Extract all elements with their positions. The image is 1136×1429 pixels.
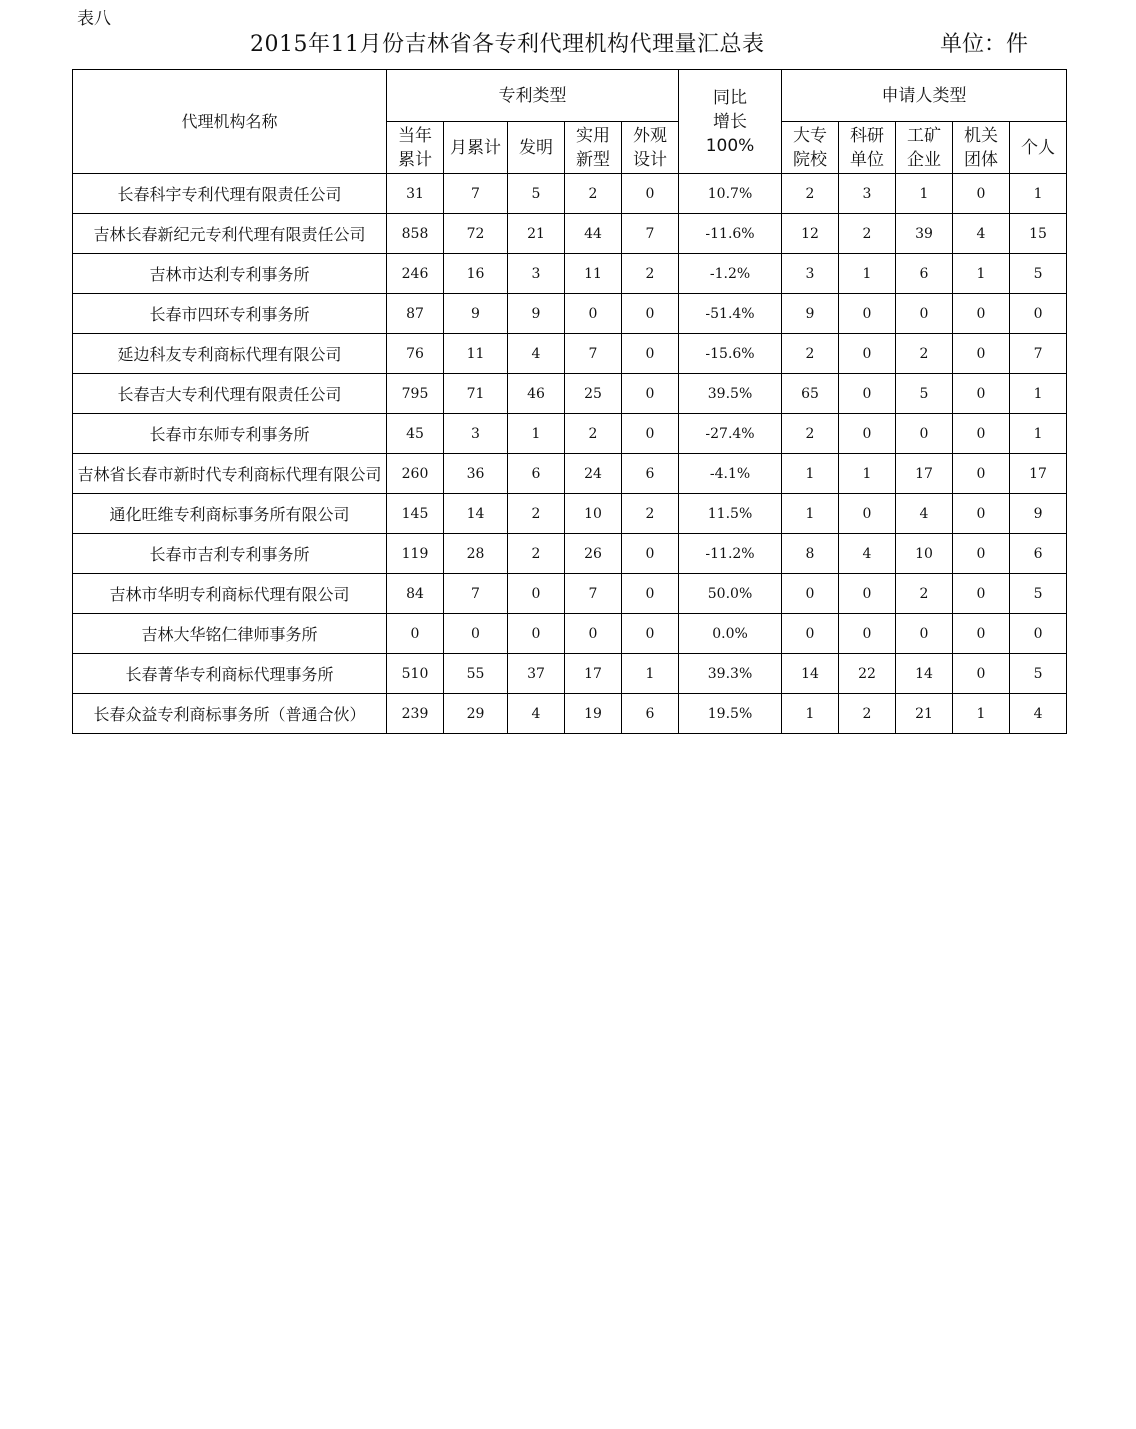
agency-name-cell: 长春众益专利商标事务所（普通合伙） [73,694,387,734]
header-yoy: 同比 增长 100% [679,70,782,174]
agency-name-cell: 长春菁华专利商标代理事务所 [73,654,387,694]
cell-industry: 17 [896,454,953,494]
cell-research: 2 [839,694,896,734]
cell-utility: 2 [565,174,622,214]
cell-month: 7 [444,174,508,214]
cell-industry: 0 [896,614,953,654]
cell-utility: 44 [565,214,622,254]
agency-name-cell: 长春市吉利专利事务所 [73,534,387,574]
cell-research: 0 [839,494,896,534]
cell-industry: 4 [896,494,953,534]
cell-yoy: -51.4% [679,294,782,334]
cell-design: 0 [622,374,679,414]
cell-industry: 0 [896,294,953,334]
cell-invention: 2 [508,534,565,574]
cell-year: 858 [387,214,444,254]
cell-research: 0 [839,414,896,454]
cell-research: 0 [839,334,896,374]
table-row [73,574,1067,614]
cell-college: 0 [782,574,839,614]
cell-month: 7 [444,574,508,614]
cell-research: 0 [839,374,896,414]
cell-month: 11 [444,334,508,374]
cell-month: 55 [444,654,508,694]
header-individual: 个人 [1010,122,1067,174]
header-design: 外观 设计 [622,122,679,174]
table-row [73,174,1067,214]
cell-org: 0 [953,534,1010,574]
cell-org: 0 [953,574,1010,614]
header-industry: 工矿 企业 [896,122,953,174]
cell-research: 22 [839,654,896,694]
cell-college: 1 [782,694,839,734]
cell-industry: 0 [896,414,953,454]
table-row [73,694,1067,734]
cell-yoy: 19.5% [679,694,782,734]
cell-personal: 1 [1010,414,1067,454]
table-row [73,254,1067,294]
cell-personal: 0 [1010,294,1067,334]
cell-yoy: 39.3% [679,654,782,694]
cell-org: 0 [953,654,1010,694]
cell-personal: 1 [1010,374,1067,414]
cell-yoy: -15.6% [679,334,782,374]
agency-summary-table [72,69,1067,734]
cell-utility: 7 [565,574,622,614]
table-row [73,654,1067,694]
table-row [73,534,1067,574]
table-row [73,414,1067,454]
cell-yoy: 0.0% [679,614,782,654]
header-invention: 发明 [508,122,565,174]
cell-yoy: -11.2% [679,534,782,574]
cell-utility: 26 [565,534,622,574]
cell-personal: 15 [1010,214,1067,254]
cell-year: 145 [387,494,444,534]
table-row [73,374,1067,414]
cell-org: 0 [953,414,1010,454]
cell-invention: 9 [508,294,565,334]
cell-invention: 0 [508,614,565,654]
header-year-cumulative: 当年 累计 [387,122,444,174]
header-patent-type: 专利类型 [387,70,679,122]
page-title: 2015年11月份吉林省各专利代理机构代理量汇总表 [250,32,765,57]
cell-industry: 14 [896,654,953,694]
cell-org: 4 [953,214,1010,254]
cell-personal: 5 [1010,254,1067,294]
table-row [73,494,1067,534]
cell-yoy: -27.4% [679,414,782,454]
cell-research: 2 [839,214,896,254]
header-government-org: 机关 团体 [953,122,1010,174]
cell-invention: 2 [508,494,565,534]
cell-year: 87 [387,294,444,334]
cell-utility: 25 [565,374,622,414]
cell-college: 0 [782,614,839,654]
cell-yoy: 11.5% [679,494,782,534]
cell-utility: 19 [565,694,622,734]
cell-personal: 7 [1010,334,1067,374]
cell-utility: 24 [565,454,622,494]
agency-name-cell: 吉林市华明专利商标代理有限公司 [73,574,387,614]
cell-personal: 4 [1010,694,1067,734]
cell-design: 0 [622,534,679,574]
cell-industry: 5 [896,374,953,414]
cell-industry: 39 [896,214,953,254]
cell-design: 6 [622,454,679,494]
cell-invention: 3 [508,254,565,294]
cell-org: 0 [953,374,1010,414]
cell-design: 0 [622,414,679,454]
cell-personal: 0 [1010,614,1067,654]
cell-invention: 46 [508,374,565,414]
cell-research: 4 [839,534,896,574]
unit-label: 单位：件 [940,32,1029,57]
agency-name-cell: 长春市东师专利事务所 [73,414,387,454]
agency-name-cell: 长春科宇专利代理有限责任公司 [73,174,387,214]
cell-industry: 10 [896,534,953,574]
cell-invention: 5 [508,174,565,214]
cell-college: 65 [782,374,839,414]
cell-yoy: -11.6% [679,214,782,254]
cell-research: 0 [839,294,896,334]
cell-industry: 6 [896,254,953,294]
cell-research: 0 [839,614,896,654]
cell-design: 1 [622,654,679,694]
cell-personal: 6 [1010,534,1067,574]
table-number-label: 表八 [77,9,111,29]
cell-year: 119 [387,534,444,574]
agency-name-cell: 吉林大华铭仁律师事务所 [73,614,387,654]
cell-yoy: -1.2% [679,254,782,294]
agency-name-cell: 长春市四环专利事务所 [73,294,387,334]
cell-utility: 2 [565,414,622,454]
cell-design: 6 [622,694,679,734]
cell-personal: 5 [1010,574,1067,614]
cell-year: 246 [387,254,444,294]
cell-year: 260 [387,454,444,494]
cell-design: 0 [622,334,679,374]
cell-invention: 6 [508,454,565,494]
cell-month: 16 [444,254,508,294]
agency-name-cell: 吉林省长春市新时代专利商标代理有限公司 [73,454,387,494]
cell-research: 1 [839,454,896,494]
cell-college: 12 [782,214,839,254]
cell-college: 9 [782,294,839,334]
cell-month: 29 [444,694,508,734]
cell-design: 0 [622,574,679,614]
cell-org: 0 [953,334,1010,374]
cell-month: 71 [444,374,508,414]
cell-college: 1 [782,494,839,534]
cell-design: 0 [622,174,679,214]
header-utility-model: 实用 新型 [565,122,622,174]
table-body [73,174,1067,734]
cell-utility: 0 [565,294,622,334]
cell-college: 3 [782,254,839,294]
table-row [73,454,1067,494]
cell-month: 28 [444,534,508,574]
cell-design: 0 [622,614,679,654]
cell-year: 84 [387,574,444,614]
cell-research: 3 [839,174,896,214]
cell-month: 72 [444,214,508,254]
cell-org: 0 [953,174,1010,214]
cell-invention: 1 [508,414,565,454]
agency-name-cell: 长春吉大专利代理有限责任公司 [73,374,387,414]
agency-name-cell: 延边科友专利商标代理有限公司 [73,334,387,374]
cell-personal: 17 [1010,454,1067,494]
cell-personal: 1 [1010,174,1067,214]
header-month-cumulative: 月累计 [444,122,508,174]
cell-year: 31 [387,174,444,214]
cell-invention: 21 [508,214,565,254]
cell-invention: 4 [508,334,565,374]
cell-design: 2 [622,494,679,534]
cell-year: 0 [387,614,444,654]
cell-org: 0 [953,454,1010,494]
cell-month: 3 [444,414,508,454]
table-row [73,614,1067,654]
agency-name-cell: 吉林市达利专利事务所 [73,254,387,294]
cell-utility: 10 [565,494,622,534]
cell-yoy: -4.1% [679,454,782,494]
header-applicant-type: 申请人类型 [782,70,1067,122]
cell-month: 9 [444,294,508,334]
table-row [73,214,1067,254]
cell-invention: 4 [508,694,565,734]
cell-year: 45 [387,414,444,454]
cell-college: 1 [782,454,839,494]
cell-utility: 11 [565,254,622,294]
cell-year: 510 [387,654,444,694]
cell-personal: 5 [1010,654,1067,694]
cell-utility: 17 [565,654,622,694]
cell-design: 2 [622,254,679,294]
cell-industry: 21 [896,694,953,734]
cell-yoy: 39.5% [679,374,782,414]
header-college: 大专 院校 [782,122,839,174]
cell-year: 239 [387,694,444,734]
cell-org: 1 [953,694,1010,734]
cell-college: 8 [782,534,839,574]
cell-org: 1 [953,254,1010,294]
cell-org: 0 [953,294,1010,334]
cell-year: 795 [387,374,444,414]
agency-name-cell: 通化旺维专利商标事务所有限公司 [73,494,387,534]
cell-design: 7 [622,214,679,254]
cell-personal: 9 [1010,494,1067,534]
cell-invention: 0 [508,574,565,614]
cell-research: 1 [839,254,896,294]
header-org-name: 代理机构名称 [73,70,387,174]
cell-college: 2 [782,174,839,214]
cell-design: 0 [622,294,679,334]
header-research-unit: 科研 单位 [839,122,896,174]
cell-utility: 0 [565,614,622,654]
cell-industry: 2 [896,574,953,614]
table-row [73,294,1067,334]
cell-year: 76 [387,334,444,374]
table-row [73,334,1067,374]
cell-industry: 2 [896,334,953,374]
cell-yoy: 10.7% [679,174,782,214]
header-row-group [73,70,1067,122]
agency-name-cell: 吉林长春新纪元专利代理有限责任公司 [73,214,387,254]
cell-college: 2 [782,414,839,454]
cell-yoy: 50.0% [679,574,782,614]
cell-month: 36 [444,454,508,494]
cell-org: 0 [953,494,1010,534]
cell-month: 14 [444,494,508,534]
cell-college: 14 [782,654,839,694]
cell-month: 0 [444,614,508,654]
cell-org: 0 [953,614,1010,654]
cell-industry: 1 [896,174,953,214]
cell-research: 0 [839,574,896,614]
cell-college: 2 [782,334,839,374]
cell-utility: 7 [565,334,622,374]
cell-invention: 37 [508,654,565,694]
